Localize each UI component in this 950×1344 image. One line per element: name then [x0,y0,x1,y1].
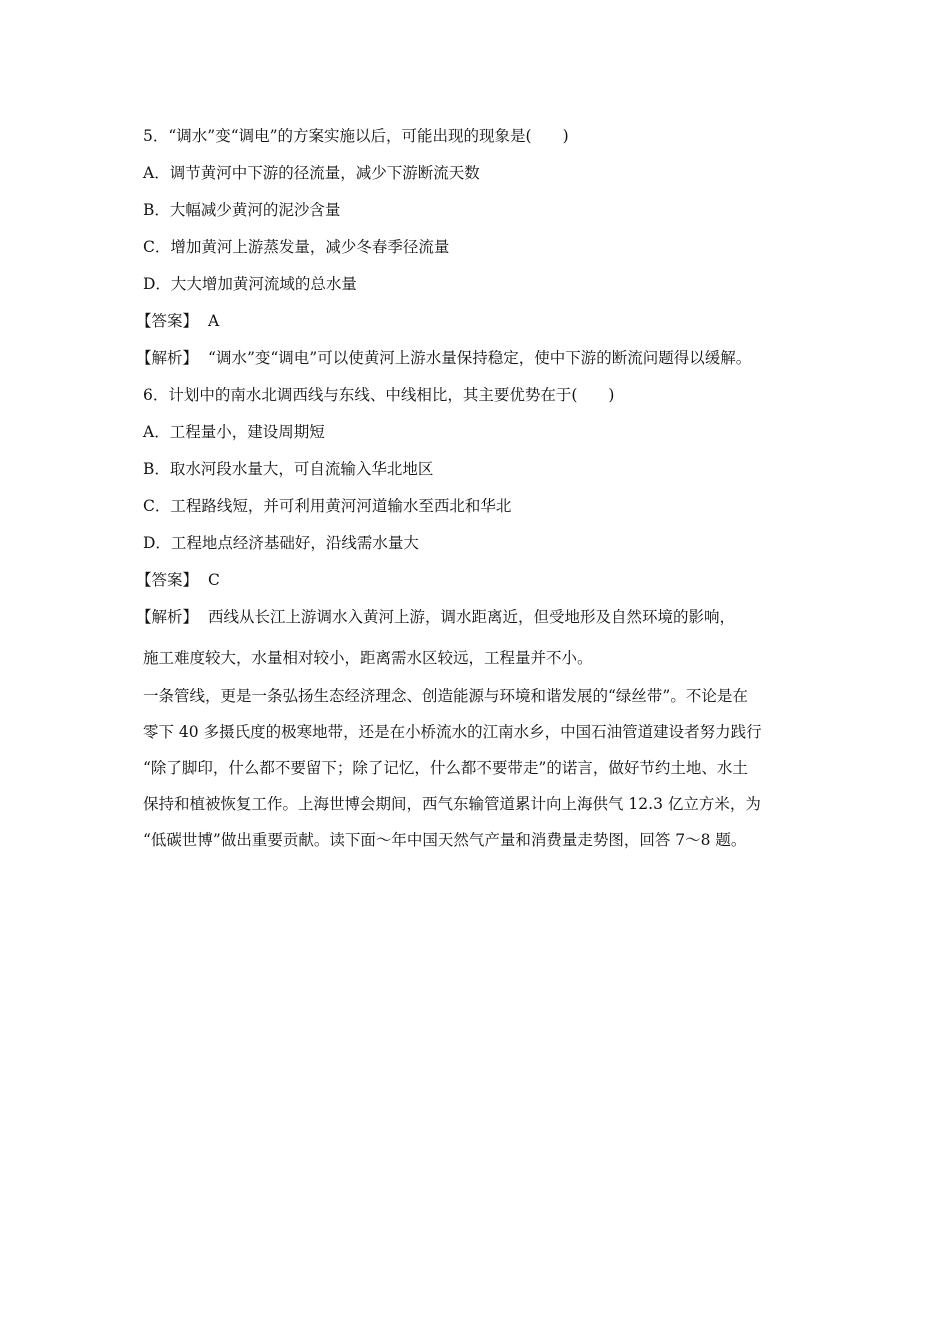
question-6-option-b: B．取水河段水量大，可自流输入华北地区 [143,460,434,478]
analysis-tag: 【解析】 [136,608,199,626]
question-6-answer [136,570,220,590]
passage-line: 一条管线，更是一条弘扬生态经济理念、创造能源与环境和谐发展的“绿丝带”。不论是在 [143,687,748,705]
question-5-option-d: D．大大增加黄河流域的总水量 [143,275,357,293]
question-5-option-b: B．大幅减少黄河的泥沙含量 [143,201,341,219]
question-5-answer [136,311,219,331]
answer-tag: 【答案】 [136,571,199,589]
question-5-analysis [136,348,751,368]
question-6-analysis-line-1 [136,607,735,627]
question-6-option-a: A．工程量小，建设周期短 [143,423,325,441]
answer-tag: 【答案】 [136,312,199,330]
question-6-option-d: D．工程地点经济基础好，沿线需水量大 [143,534,419,552]
analysis-text: 西线从长江上游调水入黄河上游，调水距离近，但受地形及自然环境的影响， [208,608,736,626]
passage-line: 零下 40 多摄氏度的极寒地带，还是在小桥流水的江南水乡，中国石油管道建设者努力践行 [143,723,762,741]
answer-value: A [208,312,220,330]
passage [143,686,813,866]
analysis-text: “调水”变“调电”可以使黄河上游水量保持稳定，使中下游的断流问题得以缓解。 [208,349,752,367]
passage-line: “除了脚印，什么都不要留下；除了记忆，什么都不要带走”的诺言，做好节约土地、水土 [143,759,748,777]
question-5-stem: 5．“调水”变“调电”的方案实施以后，可能出现的现象是( ) [143,127,569,145]
passage-line: 保持和植被恢复工作。上海世博会期间，西气东输管道累计向上海供气 12.3 亿立方米，为 [143,795,761,813]
question-5-option-c: C．增加黄河上游蒸发量，减少冬春季径流量 [143,238,450,256]
question-6-stem: 6．计划中的南水北调西线与东线、中线相比，其主要优势在于( ) [143,386,615,404]
question-5-option-a: A．调节黄河中下游的径流量，减少下游断流天数 [143,164,480,182]
analysis-tag: 【解析】 [136,349,199,367]
passage-line: “低碳世博”做出重要贡献。读下面～年中国天然气产量和消费量走势图，回答 7～8 题。 [143,831,747,849]
question-6-analysis-line-2: 施工难度较大，水量相对较小，距离需水区较远，工程量并不小。 [143,649,593,667]
answer-value: C [208,571,220,589]
question-6-option-c: C．工程路线短，并可利用黄河河道输水至西北和华北 [143,497,512,515]
